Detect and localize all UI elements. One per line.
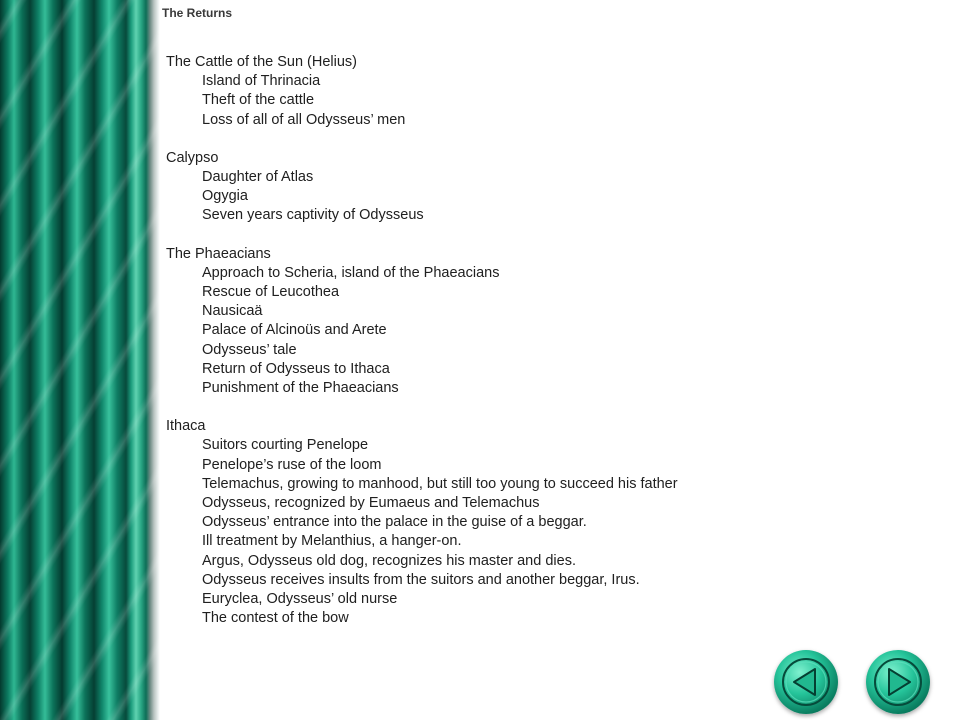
list-item: Island of Thrinacia [202, 73, 321, 90]
section-heading: The Cattle of the Sun (Helius) [166, 54, 358, 70]
section-item-list [166, 168, 866, 226]
section-heading: Calypso [166, 149, 219, 166]
list-item: Penelope’s ruse of the loom [202, 456, 382, 473]
list-item: Ill treatment by Melanthius, a hanger-on. [202, 533, 462, 550]
list-item: Euryclea, Odysseus’ old nurse [202, 591, 398, 608]
list-item: Daughter of Atlas [202, 169, 314, 186]
left-triangle-icon [774, 650, 838, 714]
list-item: Theft of the cattle [202, 92, 315, 109]
section-item-list [166, 72, 866, 130]
list-item: Seven years captivity of Odysseus [202, 207, 424, 224]
list-item: Approach to Scheria, island of the Phaeacians [202, 264, 500, 281]
list-item: Odysseus’ entrance into the palace in the guise of a beggar. [202, 514, 587, 531]
list-item: Rescue of Leucothea [202, 284, 340, 301]
right-triangle-icon [866, 650, 930, 714]
section-heading: The Phaeacians [166, 245, 271, 262]
section-calypso [166, 149, 866, 226]
decorative-sidebar [0, 0, 160, 720]
list-item: Return of Odysseus to Ithaca [202, 360, 390, 377]
section-ithaca [166, 417, 866, 628]
list-item: The contest of the bow [202, 610, 349, 627]
list-item: Odysseus, recognized by Eumaeus and Telemachus [202, 495, 540, 512]
list-item: Odysseus’ tale [202, 341, 297, 358]
list-item: Punishment of the Phaeacians [202, 380, 399, 397]
list-item: Ogygia [202, 188, 248, 205]
section-item-list [166, 264, 866, 398]
list-item: Argus, Odysseus old dog, recognizes his master and dies. [202, 552, 576, 569]
list-item: Suitors courting Penelope [202, 437, 369, 454]
section-phaeacians [166, 245, 866, 399]
previous-slide-button[interactable] [774, 650, 838, 714]
list-item: Odysseus receives insults from the suitors and another beggar, Irus. [202, 571, 640, 588]
section-item-list [166, 436, 866, 628]
list-item: Nausicaä [202, 303, 263, 320]
list-item: Loss of all of all Odysseus’ men [202, 111, 406, 128]
next-slide-button[interactable] [866, 650, 930, 714]
section-heading: Ithaca [166, 418, 206, 435]
list-item: Palace of Alcinoüs and Arete [202, 322, 387, 339]
list-item: Telemachus, growing to manhood, but still too young to succeed his father [202, 475, 678, 492]
page-title: The Returns [162, 6, 233, 20]
section-cattle-of-the-sun [166, 53, 866, 130]
outline-content [166, 53, 866, 647]
